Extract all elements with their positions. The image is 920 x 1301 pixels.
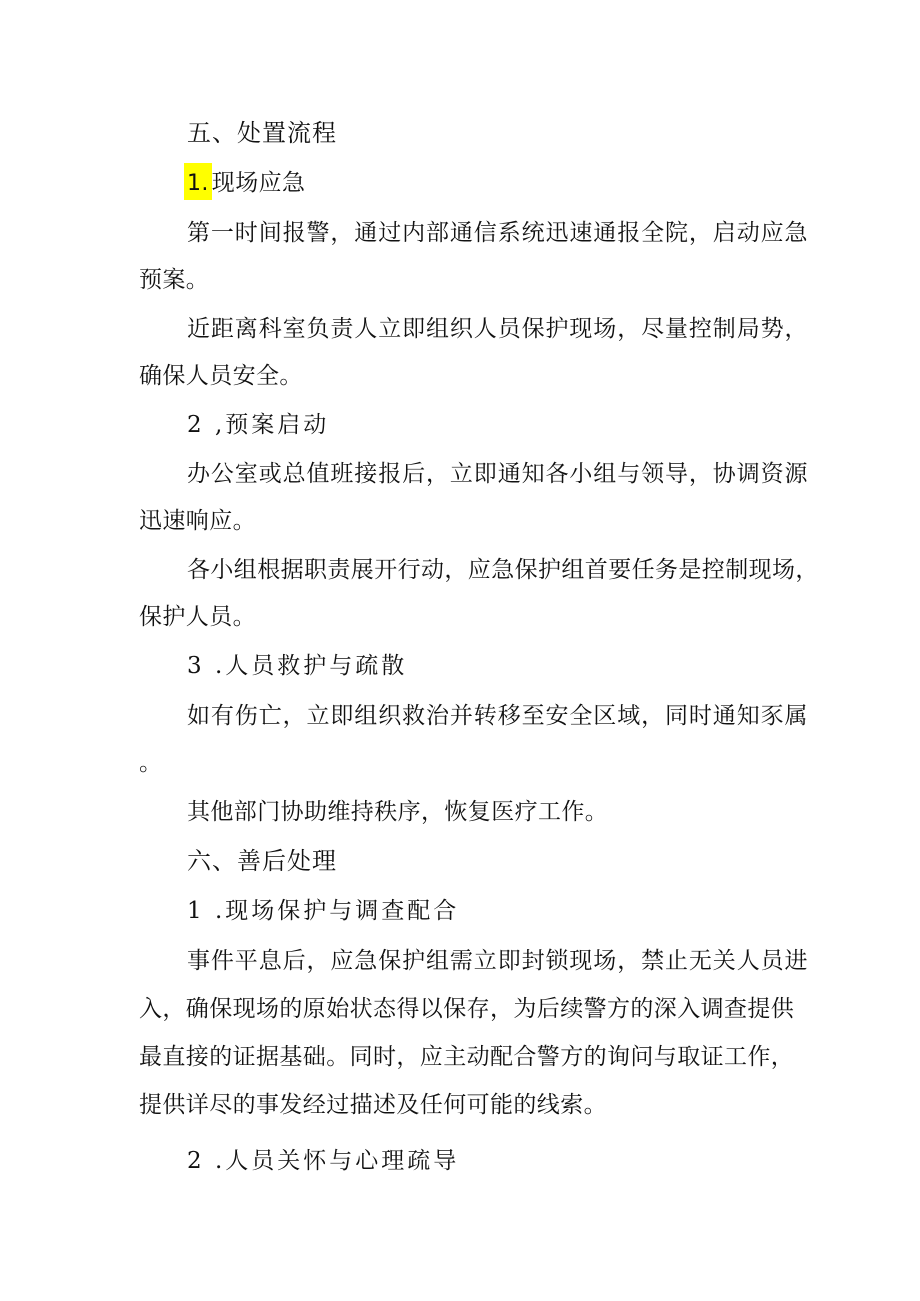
paragraph-line: 提供详尽的事发经过描述及任何可能的线索。	[139, 1092, 607, 1118]
step-number-highlight: 1.	[184, 163, 212, 200]
step-heading-care-counseling: 2 .人员关怀与心理疏导	[187, 1148, 460, 1174]
step-heading-plan-activation: 2 ,预案启动	[187, 412, 330, 438]
paragraph-line: 事件平息后，应急保护组需立即封锁现场，禁止无关人员进	[187, 948, 809, 974]
paragraph-line: 办公室或总值班接报后，立即通知各小组与领导，协调资源	[187, 461, 809, 487]
step-heading-rescue-evacuation: 3 .人员救护与疏散	[187, 653, 408, 679]
paragraph-line: 其他部门协助维持秩序，恢复医疗工作。	[187, 799, 609, 825]
step-title: 现场应急	[211, 170, 306, 196]
paragraph-line: 入，确保现场的原始状态得以保存，为后续警方的深入调查提供	[139, 996, 795, 1022]
paragraph-line: 第一时间报警，通过内部通信系统迅速通报全院，启动应急	[187, 220, 809, 246]
paragraph-line: 各小组根据职责展开行动，应急保护组首要任务是控制现场，	[187, 557, 819, 583]
paragraph-line: 预案。	[139, 267, 210, 293]
paragraph-line: 。	[139, 750, 163, 776]
section-heading-disposal-process: 五、处置流程	[187, 119, 337, 147]
paragraph-line: 确保人员安全。	[139, 363, 303, 389]
paragraph-line: 近距离科室负责人立即组织人员保护现场，尽量控制局势，	[187, 316, 809, 342]
paragraph-line: 保护人员。	[139, 604, 256, 630]
step-heading-scene-protection: 1 .现场保护与调查配合	[187, 898, 460, 924]
paragraph-line: 最直接的证据基础。同时，应主动配合警方的询问与取证工作，	[139, 1044, 795, 1070]
step-heading-onsite-emergency	[187, 168, 305, 199]
paragraph-line: 如有伤亡，立即组织救治并转移至安全区域，同时通知豕属	[187, 703, 809, 729]
paragraph-line: 迅速响应。	[139, 508, 256, 534]
section-heading-aftermath: 六、善后处理	[187, 847, 337, 875]
